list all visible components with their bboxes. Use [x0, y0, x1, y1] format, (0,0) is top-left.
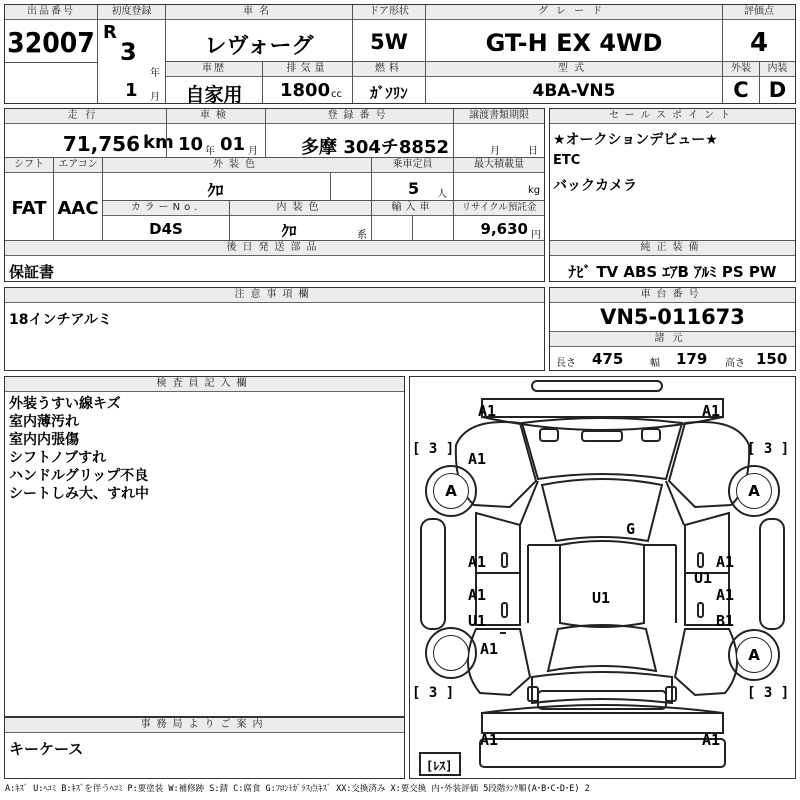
door-label: ドア形状	[353, 5, 425, 20]
year-unit: 年	[150, 68, 160, 79]
load-unit: kg	[528, 185, 541, 196]
dims-label: 諸元	[550, 331, 795, 347]
legend: A:ｷｽﾞ U:ﾍｺﾐ B:ｷｽﾞを伴うﾍｺﾐ P:要塗装 W:補修跡 S:錆 C:腐食 G:ﾌﾛﾝﾄｶﾞﾗｽ点ｷｽﾞ XX:交換済み X:要交換 内･外装評価 5段階ﾗﾝｸ順(A･B･C･D･E) 2	[5, 784, 590, 794]
sales-label: セールスポイント	[550, 109, 795, 124]
reg-month: 1	[125, 80, 138, 101]
transfer-month-unit: 月	[490, 146, 500, 157]
later-label: 後日発送部品	[5, 241, 544, 256]
color-label: 外装色	[103, 158, 371, 173]
recycle-unit: 円	[531, 230, 541, 241]
mark-front-right: A1	[702, 402, 721, 420]
insp-month-unit: 月	[248, 146, 258, 157]
reg-year: 3	[120, 38, 137, 66]
color: ｸﾛ	[207, 181, 224, 200]
inspector-line: 外装うすい線キズ	[9, 396, 121, 412]
mark-rear-right: A1	[702, 731, 721, 749]
tire-rear-right: A	[728, 629, 780, 681]
tire-rear-left	[425, 627, 477, 679]
inspector-line: ハンドルグリップ不良	[9, 468, 149, 484]
interior: ｸﾛ	[281, 222, 297, 240]
plate-label: 登録番号	[266, 109, 453, 124]
mark-glass: G	[626, 520, 636, 538]
mark-door-rr: A1	[716, 586, 735, 604]
mark-roof: U1	[592, 589, 611, 607]
hei-label: 高さ	[725, 358, 745, 369]
later-parts: 保証書	[9, 263, 55, 281]
insp-month: 10	[178, 134, 204, 155]
history-label: 車歴	[166, 62, 262, 77]
mark-door-fr2: U1	[694, 569, 713, 587]
plate: 多摩 304チ8852	[301, 137, 449, 158]
mark-front-left: A1	[478, 402, 497, 420]
colorno: D4S	[149, 220, 183, 238]
mark-door-rr2: B1	[716, 612, 735, 630]
mark-door-fl: A1	[468, 553, 487, 571]
transfer-label: 譲渡書類期限	[454, 109, 544, 124]
name-label: 車名	[166, 5, 352, 20]
transfer-day-unit: 日	[528, 146, 538, 157]
model: 4BA-VN5	[532, 81, 616, 101]
mileage: 71,756	[62, 132, 140, 156]
tire-front-left: A	[425, 465, 477, 517]
bracket-rr: [ 3 ]	[747, 685, 790, 701]
shift: FAT	[11, 198, 47, 219]
capacity: 5	[408, 179, 420, 198]
office-text: キーケース	[9, 740, 84, 758]
lot-number: 32007	[7, 26, 95, 59]
capacity-label: 乗車定員	[372, 158, 453, 173]
spare-mark: [ﾚｽ]	[426, 759, 453, 773]
lot-label: 出品番号	[5, 5, 97, 20]
caution-text: 18インチアルミ	[9, 312, 112, 328]
car-outline	[410, 377, 795, 778]
car-name: レヴォーグ	[204, 34, 314, 59]
bracket-rl: [ 3 ]	[412, 685, 455, 701]
mileage-label: 走行	[5, 109, 166, 124]
inspector-label: 検査員記入欄	[5, 377, 404, 392]
colorno-label: カラーNo.	[103, 201, 229, 216]
score-label: 評価点	[723, 5, 795, 20]
ac: AAC	[57, 198, 99, 219]
displacement: 1800	[280, 80, 331, 101]
inspector-line: 室内内張傷	[9, 432, 79, 448]
door-type: 5W	[370, 30, 408, 54]
load-label: 最大積載量	[454, 158, 544, 173]
chassis-number: VN5-011673	[600, 305, 745, 329]
ext-grade: C	[733, 78, 749, 102]
grade: GT-H EX 4WD	[485, 29, 663, 57]
wid: 179	[676, 350, 708, 368]
recycle-label: リサイクル預託金	[454, 201, 544, 216]
chassis-label: 車台番号	[550, 288, 795, 303]
fuel-label: 燃料	[353, 62, 425, 77]
grade-label: グレード	[426, 5, 722, 20]
equipment-items: ﾅﾋﾞ TV ABS ｴｱB ｱﾙﾐ PS PW	[568, 263, 777, 281]
shift-label: シフト	[5, 158, 53, 173]
score: 4	[749, 28, 769, 58]
int-grade: D	[768, 78, 787, 102]
mark-rear-fender-left: A1	[480, 640, 499, 658]
era: R	[103, 22, 117, 43]
int-label: 内装	[760, 62, 795, 77]
capacity-unit: 人	[437, 189, 447, 200]
mark-rear-left: A1	[480, 731, 499, 749]
sales-line: バックカメラ	[553, 178, 637, 194]
mark-door-fr: A1	[716, 553, 735, 571]
car-diagram	[409, 376, 796, 779]
import-label: 輸入車	[372, 201, 453, 216]
mark-door-rl: A1	[468, 586, 487, 604]
mark-hood-left: A1	[468, 450, 487, 468]
sales-line: ETC	[553, 153, 581, 168]
fuel: ｶﾞｿﾘﾝ	[370, 84, 408, 102]
sales-line: ★オークションデビュー★	[553, 132, 718, 148]
insp-year-unit: 年	[205, 146, 215, 157]
ac-label: エアコン	[54, 158, 102, 173]
mileage-unit: km	[143, 132, 174, 153]
inspector-line: シフトノブすれ	[9, 450, 107, 466]
displacement-unit: cc	[331, 89, 342, 100]
tire-front-right: A	[728, 465, 780, 517]
inspector-line: シートしみ大、すれ中	[9, 486, 149, 502]
recycle: 9,630	[480, 220, 528, 238]
inspection-label: 車検	[167, 109, 265, 124]
equipment-label: 純正装備	[550, 241, 795, 256]
caution-label: 注意事項欄	[5, 288, 544, 303]
len: 475	[592, 350, 624, 368]
displacement-label: 排気量	[263, 62, 352, 77]
mark-door-rl2: U1	[468, 612, 487, 630]
history: 自家用	[185, 84, 243, 106]
office-label: 事務局よりご案内	[5, 718, 404, 733]
model-label: 型式	[426, 62, 722, 77]
inspector-line: 室内薄汚れ	[9, 414, 79, 430]
interior-unit: 系	[357, 230, 367, 241]
insp-day: 01	[220, 134, 246, 155]
month-unit: 月	[150, 92, 160, 103]
bracket-fr: [ 3 ]	[747, 441, 790, 457]
len-label: 長さ	[556, 358, 576, 369]
wid-label: 幅	[650, 358, 660, 369]
ext-label: 外装	[723, 62, 759, 77]
bracket-fl: [ 3 ]	[412, 441, 455, 457]
hei: 150	[756, 350, 788, 368]
interior-label: 内装色	[230, 201, 371, 216]
first-reg-label: 初度登録	[98, 5, 165, 20]
